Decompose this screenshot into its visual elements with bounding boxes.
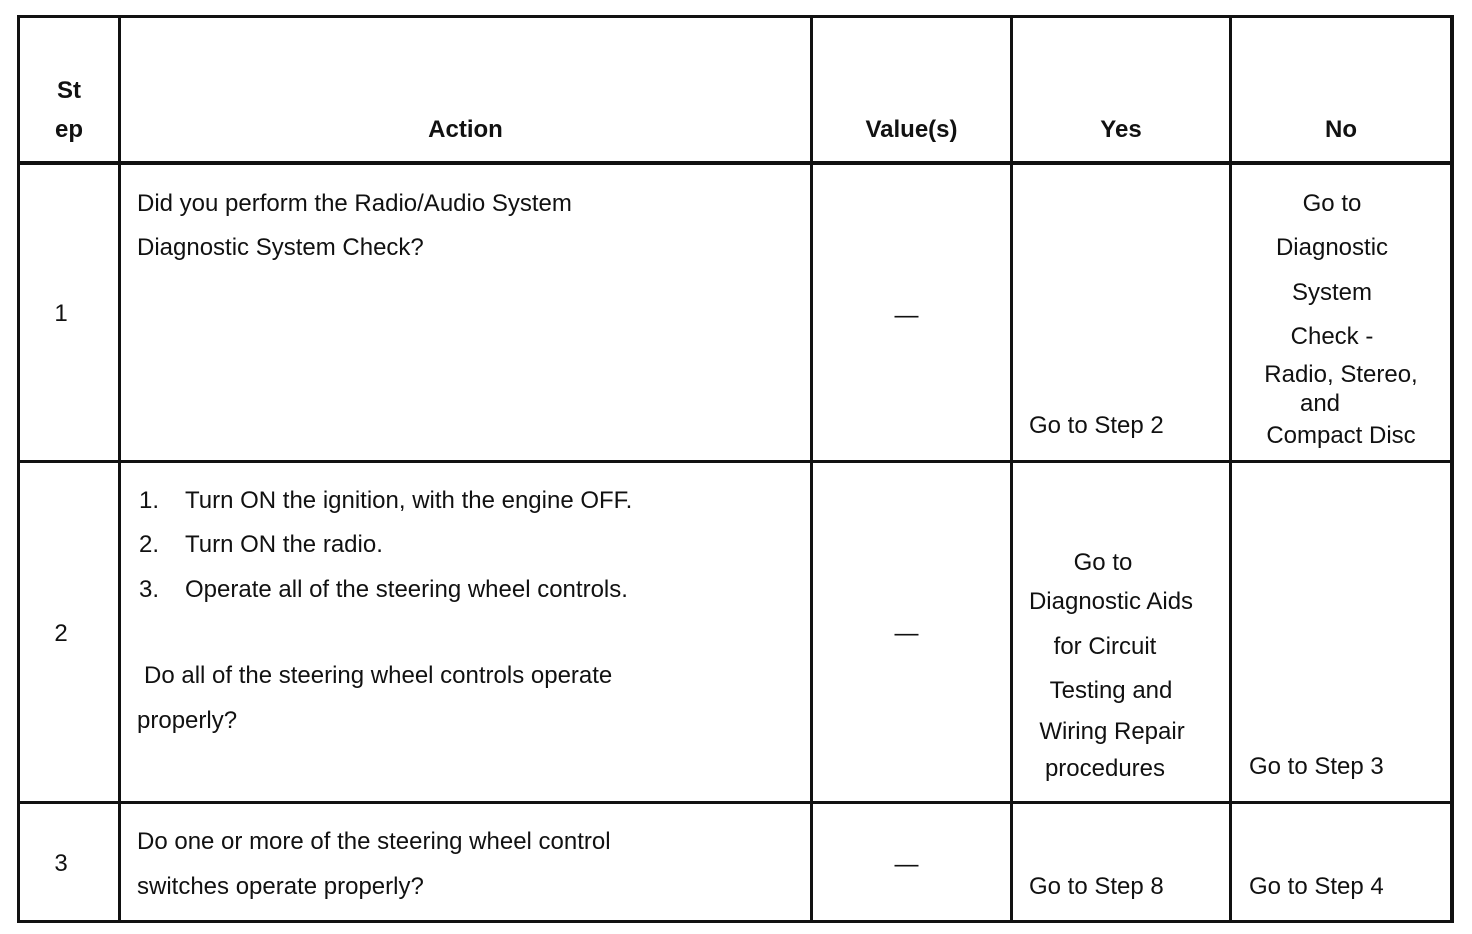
list-item-text: Operate all of the steering wheel controls. — [185, 576, 628, 603]
table-border-right — [1450, 15, 1454, 923]
yes-text: Diagnostic Aids — [1028, 588, 1194, 615]
action-text: Diagnostic System Check? — [137, 234, 424, 261]
no-text: Diagnostic — [1275, 234, 1389, 261]
no-text: Radio, Stereo, — [1264, 361, 1418, 388]
yes-text: Testing and — [1049, 677, 1173, 704]
no-text: Go to — [1302, 190, 1362, 217]
step-number: 2 — [54, 620, 68, 647]
header-step-line1: St — [57, 77, 81, 104]
no-text: Go to Step 4 — [1249, 873, 1384, 900]
value-text: — — [894, 302, 919, 329]
action-text: Do one or more of the steering wheel control — [137, 828, 611, 855]
col-divider-values — [1010, 15, 1013, 923]
list-item-text: Turn ON the ignition, with the engine OFF. — [185, 487, 633, 514]
action-question: Do all of the steering wheel controls operate — [144, 662, 613, 689]
yes-text: Go to — [1073, 549, 1133, 576]
yes-text: for Circuit — [1053, 633, 1157, 660]
row-divider-1 — [17, 460, 1454, 463]
step-number: 1 — [54, 300, 68, 327]
yes-text: Go to Step 2 — [1029, 412, 1164, 439]
value-text: — — [894, 851, 919, 878]
table-border-bottom — [17, 920, 1454, 923]
no-text: and — [1299, 390, 1341, 417]
no-text: Compact Disc — [1266, 422, 1416, 449]
col-divider-action — [810, 15, 813, 923]
header-step-line2: ep — [54, 116, 83, 143]
table-border-left — [17, 15, 20, 923]
header-no: No — [1325, 116, 1357, 143]
step-number: 3 — [54, 850, 68, 877]
col-divider-step — [118, 15, 121, 923]
yes-text: Wiring Repair — [1039, 718, 1185, 745]
yes-text: Go to Step 8 — [1029, 873, 1164, 900]
action-question: properly? — [137, 707, 238, 734]
header-divider — [17, 161, 1454, 165]
action-text: Did you perform the Radio/Audio System — [137, 190, 572, 217]
list-item-text: Turn ON the radio. — [185, 531, 383, 558]
yes-text: procedures — [1044, 755, 1166, 782]
value-text: — — [894, 620, 919, 647]
action-text: switches operate properly? — [137, 873, 424, 900]
list-item-number: 1. — [139, 487, 160, 514]
no-text: System — [1291, 279, 1372, 306]
header-action: Action — [428, 116, 503, 143]
header-values: Value(s) — [865, 116, 958, 143]
col-divider-yes — [1229, 15, 1232, 923]
no-text: Go to Step 3 — [1249, 753, 1384, 780]
row-divider-2 — [17, 801, 1454, 804]
list-item-number: 2. — [139, 531, 160, 558]
no-text: Check - — [1290, 323, 1374, 350]
list-item-number: 3. — [139, 576, 160, 603]
table-border-top — [17, 15, 1454, 18]
header-yes: Yes — [1100, 116, 1142, 143]
